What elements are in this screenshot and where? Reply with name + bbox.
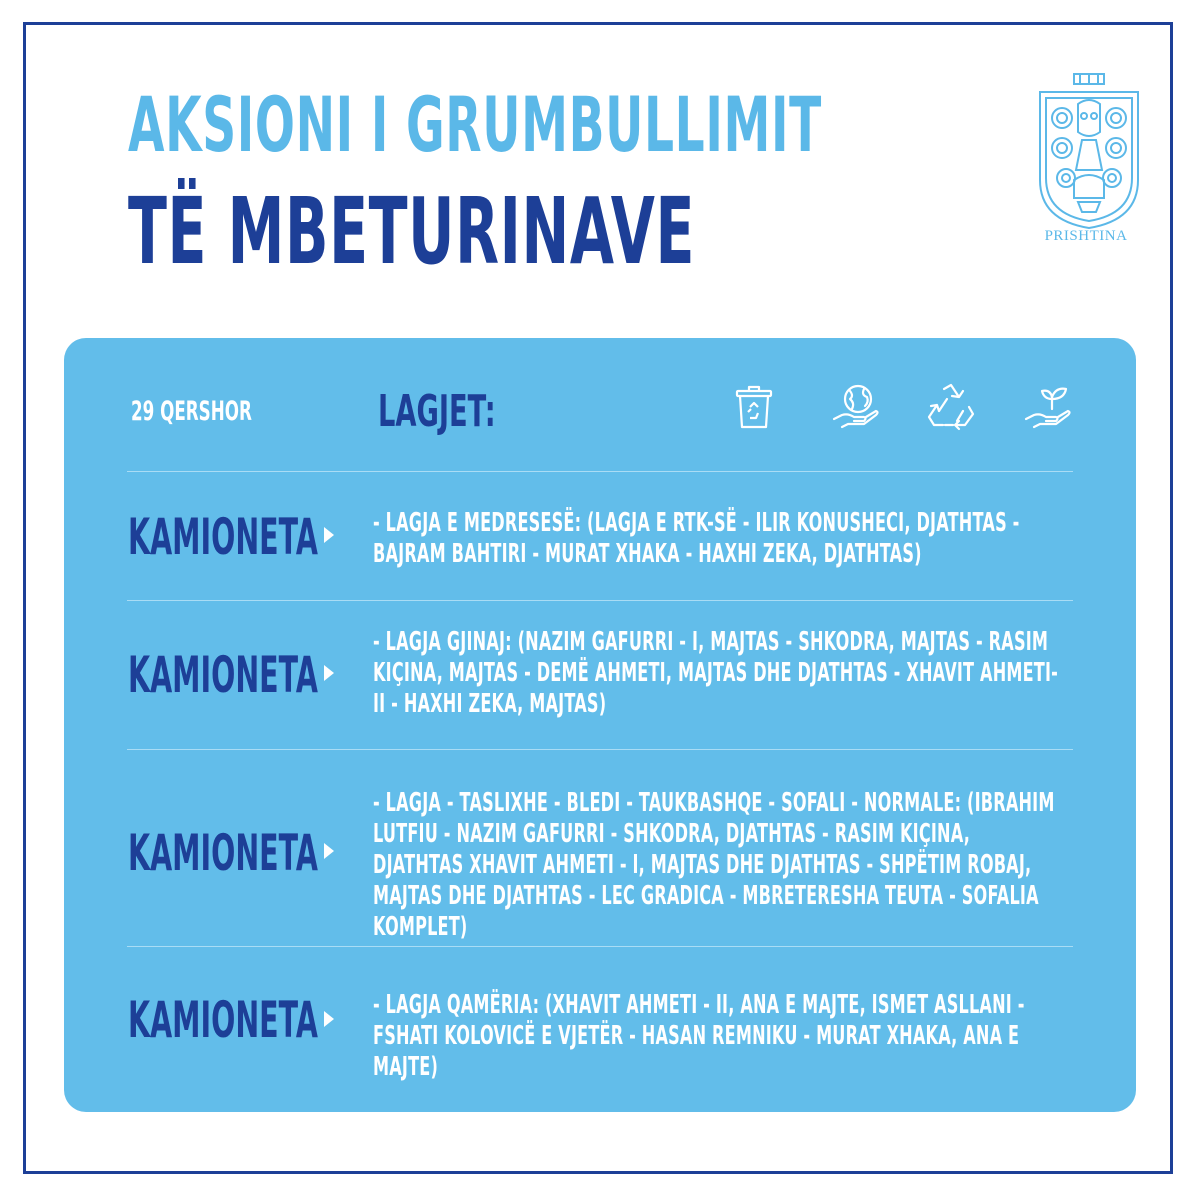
chevron-right-icon xyxy=(322,524,336,546)
chevron-right-icon xyxy=(322,1008,336,1030)
divider xyxy=(127,749,1073,750)
plant-hand-icon xyxy=(1022,381,1074,433)
row-label-1: KAMIONETA xyxy=(128,508,318,566)
lagjet-heading: LAGJET: xyxy=(378,386,496,437)
divider xyxy=(127,946,1073,947)
row-label-4: KAMIONETA xyxy=(128,991,318,1049)
globe-hand-icon xyxy=(830,381,882,433)
row-label-3: KAMIONETA xyxy=(128,824,318,882)
prishtina-coat-of-arms-icon xyxy=(1034,70,1144,250)
chevron-right-icon xyxy=(322,662,336,684)
title-line-1: AKSIONI I GRUMBULLIMIT xyxy=(128,80,822,169)
row-label-2: KAMIONETA xyxy=(128,646,318,704)
chevron-right-icon xyxy=(322,840,336,862)
row-text-1: - LAGJA E MEDRESESË: (LAGJA E RTK-SË - ILIR KONUSHECI, DJATHTAS - BAJRAM BAHTIRI - MURAT XHAKA - HAXHI ZEKA, DJATHTAS) xyxy=(373,508,1020,569)
recycle-icon xyxy=(925,381,977,433)
row-text-3: - LAGJA - TASLIXHE - BLEDI - TAUKBASHQE - SOFALI - NORMALE: (IBRAHIM LUTFIU - NAZIM GAFURRI - SHKODRA, DJATHTAS - RASIM KIÇINA, DJATHTAS XHAVIT AHMETI - I, MAJTAS DHE DJATHTAS - SHPËTIM ROBAJ, MAJTAS DHE DJATHTAS - LEC GRADICA - MBRETERESHA TEUTA - SOFALIA KOMPLET) xyxy=(373,788,1055,942)
recycle-bin-icon xyxy=(728,381,780,433)
date-label: 29 QERSHOR xyxy=(131,396,252,427)
divider xyxy=(127,600,1073,601)
divider xyxy=(127,471,1073,472)
row-text-2: - LAGJA GJINAJ: (NAZIM GAFURRI - I, MAJTAS - SHKODRA, MAJTAS - RASIM KIÇINA, MAJTAS - DEMË AHMETI, MAJTAS DHE DJATHTAS - XHAVIT AHMETI- II - HAXHI ZEKA, MAJTAS) xyxy=(373,627,1059,719)
title-line-2: TË MBETURINAVE xyxy=(128,178,696,285)
logo-text: PRISHTINA xyxy=(1044,228,1128,244)
row-text-4: - LAGJA QAMËRIA: (XHAVIT AHMETI - II, ANA E MAJTE, ISMET ASLLANI - FSHATI KOLOVICË E VJETËR - HASAN REMNIKU - MURAT XHAKA, ANA E MAJTE) xyxy=(373,990,1025,1082)
